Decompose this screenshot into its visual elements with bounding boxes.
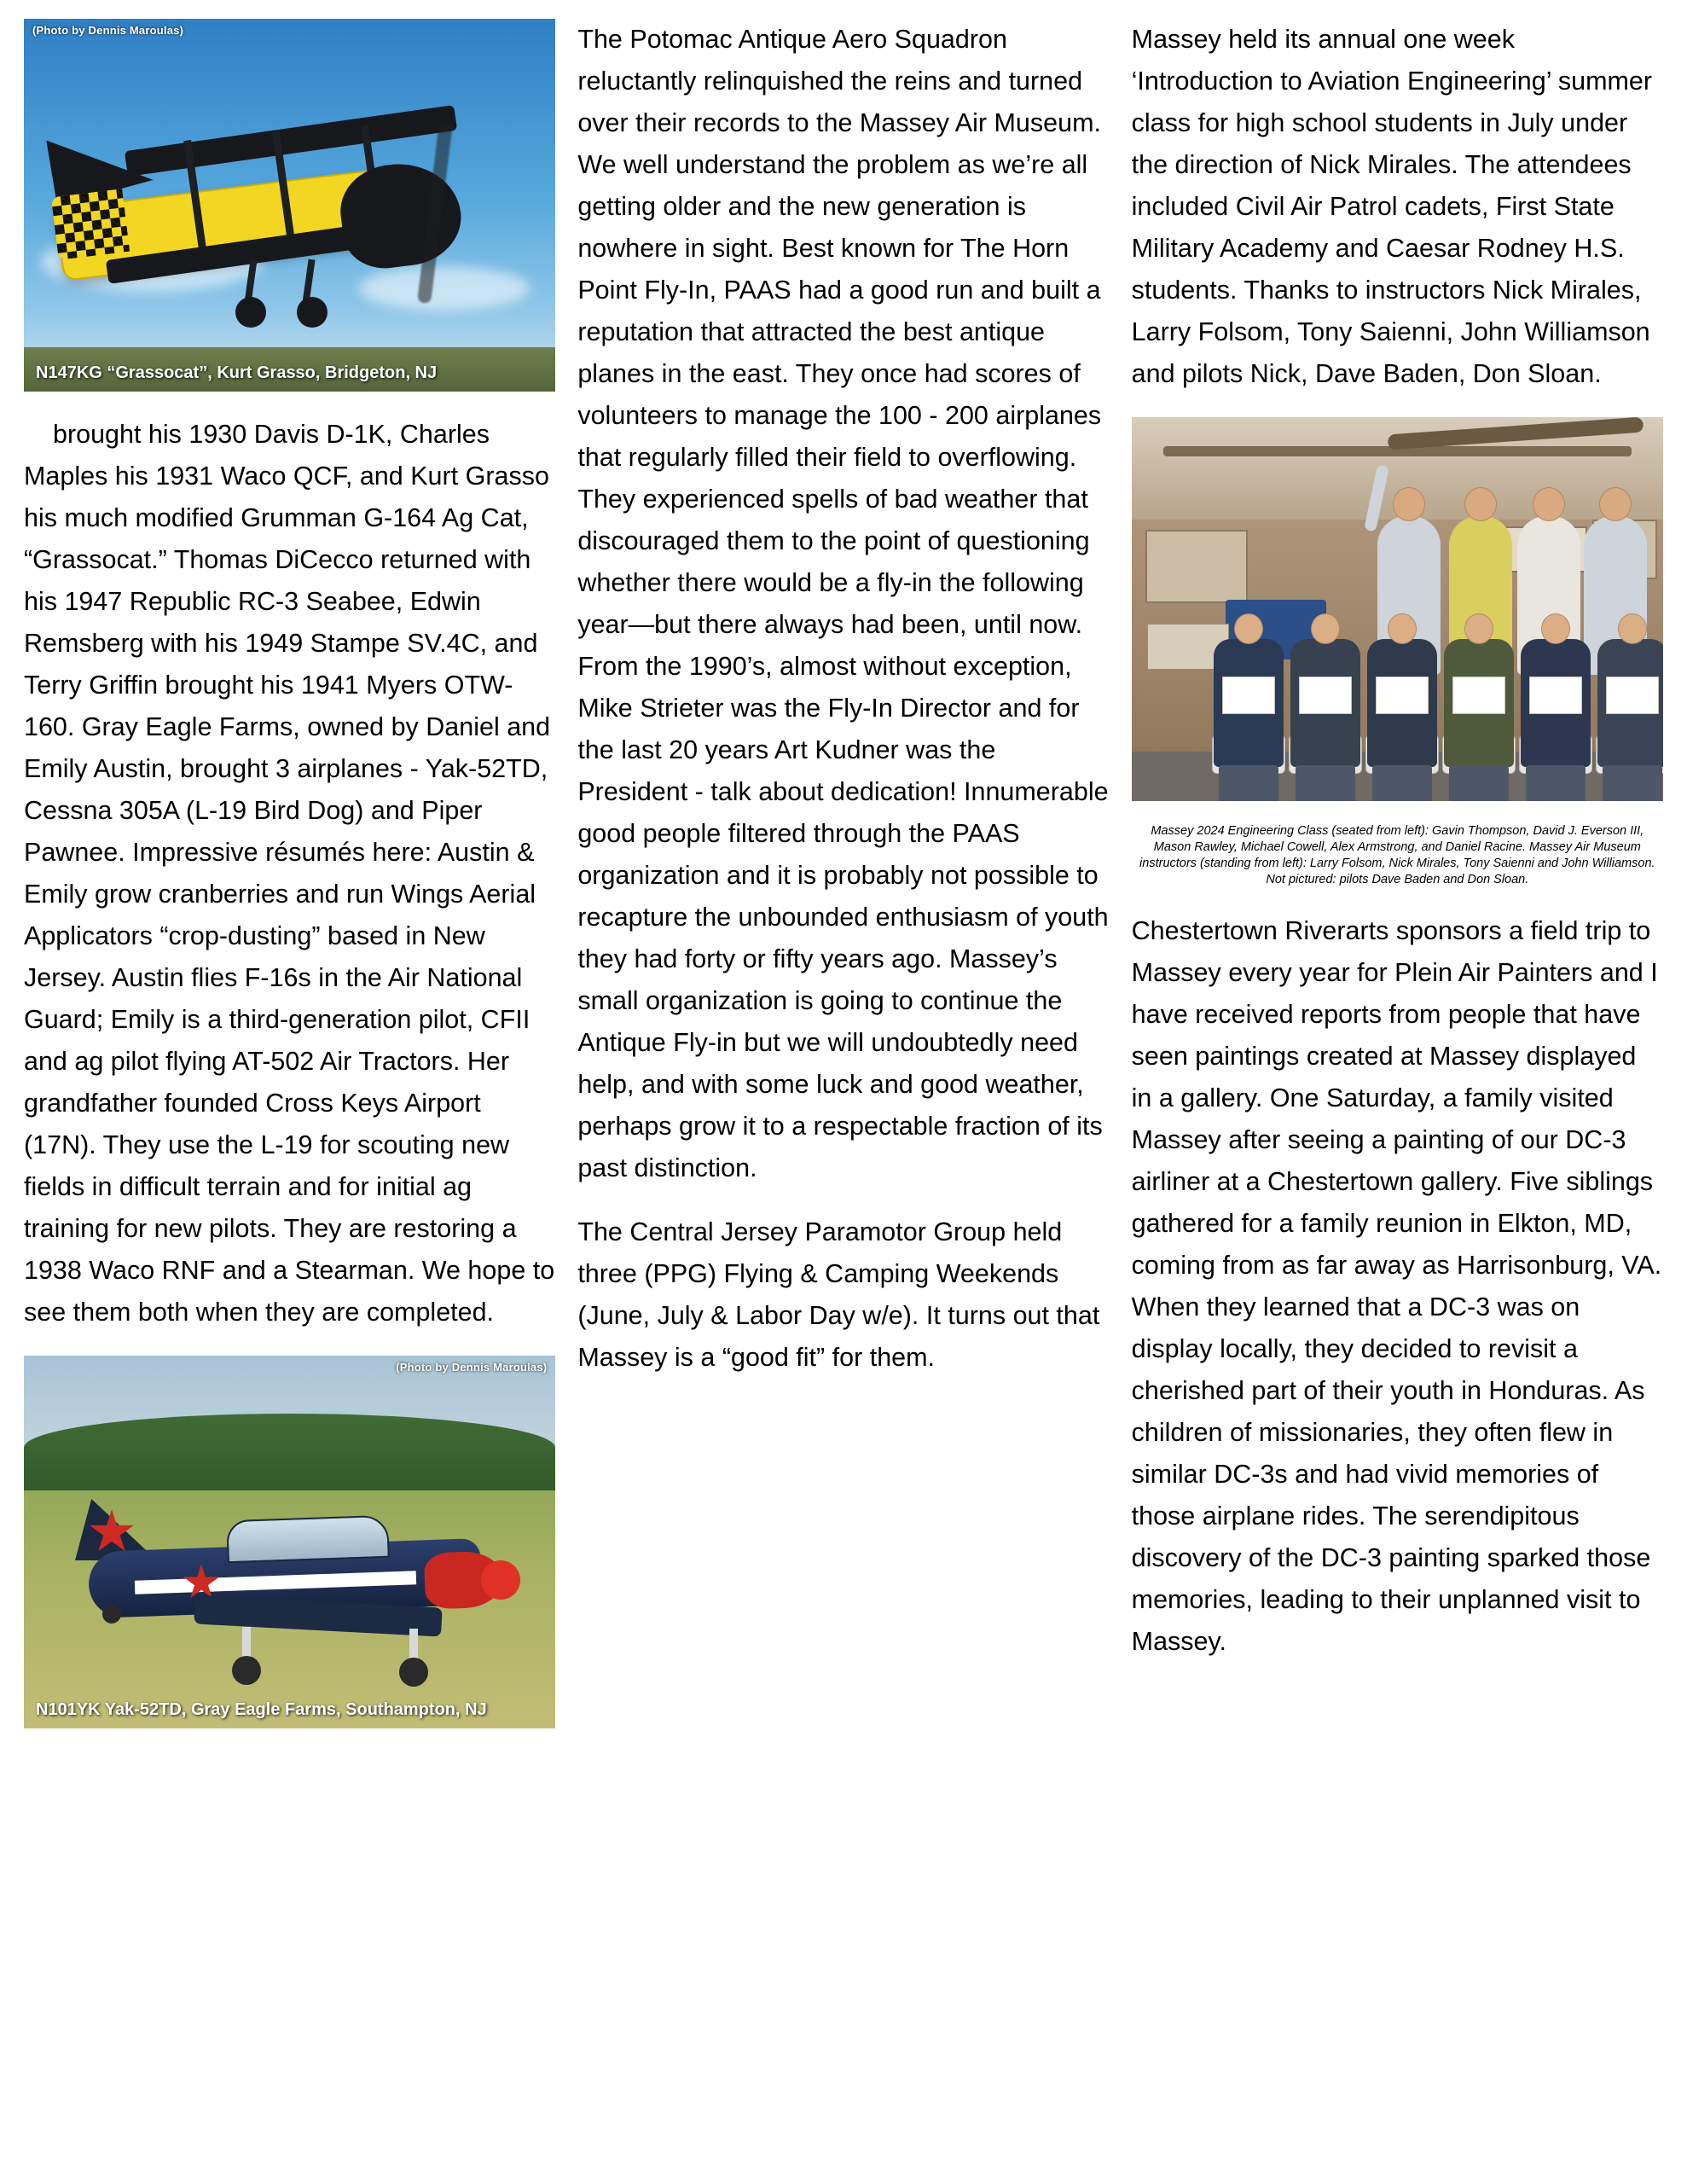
head-shape xyxy=(1393,487,1425,521)
certificate-shape xyxy=(1376,677,1429,714)
treeline-shape xyxy=(24,1414,555,1492)
legs-shape xyxy=(1219,765,1278,801)
spinner-shape xyxy=(481,1560,520,1600)
head-shape xyxy=(1541,613,1570,644)
head-shape xyxy=(1533,487,1565,521)
legs-shape xyxy=(1449,765,1509,801)
canopy-shape xyxy=(226,1515,390,1564)
head-shape xyxy=(1234,613,1263,644)
wheel-shape xyxy=(232,1656,261,1685)
student-figure xyxy=(1521,639,1591,767)
wheel-shape xyxy=(399,1658,428,1687)
head-shape xyxy=(1388,613,1417,644)
student-figure xyxy=(1367,639,1437,767)
tail-wheel-shape xyxy=(102,1605,121,1623)
column-center xyxy=(577,19,1109,2175)
student-figure xyxy=(1597,639,1663,767)
body-paragraph: The Central Jersey Paramotor Group held three (PPG) Flying & Camping Weekends (June, July & Labor Day w/e). It turns out that Massey is a “good fit” for them. xyxy=(577,1217,1100,1372)
certificate-shape xyxy=(1452,677,1505,714)
certificate-shape xyxy=(1222,677,1275,714)
legs-shape xyxy=(1372,765,1432,801)
legs-shape xyxy=(1296,765,1355,801)
photo-caption: N101YK Yak-52TD, Gray Eagle Farms, Southampton, NJ xyxy=(36,1700,487,1719)
photo-yak52td-n101yk xyxy=(24,1356,555,1728)
head-shape xyxy=(1464,487,1497,521)
certificate-shape xyxy=(1299,677,1352,714)
cloud-shape xyxy=(359,266,530,311)
certificate-shape xyxy=(1606,677,1659,714)
photo-engineering-class xyxy=(1132,417,1663,801)
photo-credit: (Photo by Dennis Maroulas) xyxy=(396,1361,548,1374)
head-shape xyxy=(1599,487,1632,521)
column-right xyxy=(1132,19,1663,2175)
photo-caption: N147KG “Grassocat”, Kurt Grasso, Bridgeton, NJ xyxy=(36,363,438,382)
head-shape xyxy=(1311,613,1340,644)
head-shape xyxy=(1464,613,1493,644)
body-paragraph: Massey held its annual one week ‘Introduction to Aviation Engineering’ summer class for high school students in July under the direction of Nick Mirales. The attendees included Civil Air Patrol cadets, First State Military Academy and Caesar Rodney H.S. students. Thanks to instructors Nick Mirales, Larry Folsom, Tony Saienni, John Williamson and pilots Nick, Dave Baden, Don Sloan. xyxy=(1131,25,1652,388)
wheel-shape xyxy=(235,297,266,328)
certificate-shape xyxy=(1529,677,1582,714)
wall-display-board xyxy=(1145,530,1248,603)
student-figure xyxy=(1444,639,1514,767)
column-left xyxy=(24,19,555,2175)
body-paragraph: The Potomac Antique Aero Squadron reluctantly relinquished the reins and turned over their records to the Massey Air Museum. We well understand the problem as we’re all getting older and the new generation is nowhere in sight. Best known for The Horn Point Fly-In, PAAS had a good run and built a reputation that attracted the best antique planes in the east. They once had scores of volunteers to manage the 100 - 200 airplanes that regularly filled their field to overflowing. They experienced spells of bad weather that discouraged them to the point of questioning whether there would be a fly-in the following year—but there always had been, until now. From the 1990’s, almost without exception, Mike Strieter was the Fly-In Director and for the last 20 years Art Kudner was the President - talk about dedication! Innumerable good people filtered through the PAAS organization and it is probably not possible to recapture the unbounded enthusiasm of youth they had forty or fifty years ago. Massey’s small organization is going to continue the Antique Fly-in but we will undoubtedly need help, and with some luck and good weather, perhaps grow it to a respectable fraction of its past distinction. xyxy=(577,25,1109,1182)
student-figure xyxy=(1290,639,1360,767)
legs-shape xyxy=(1603,765,1662,801)
body-paragraph: Chestertown Riverarts sponsors a field trip to Massey every year for Plein Air Painters and I have received reports from people that have seen paintings created at Massey displayed in a gallery. One Saturday, a family visited Massey after seeing a painting of our DC-3 airliner at a Chestertown gallery. Five siblings gathered for a family reunion in Elkton, MD, coming from as far away as Harrisonburg, VA. When they learned that a DC-3 was on display locally, they decided to revisit a cherished part of their youth in Honduras. As children of missionaries, they often flew in similar DC-3s and had vivid memories of those airplane rides. The serendipitous discovery of the DC-3 painting sparked those memories, leading to their unplanned visit to Massey. xyxy=(1131,916,1662,1656)
head-shape xyxy=(1618,613,1647,644)
photo-caption-engineering-class: Massey 2024 Engineering Class (seated from left): Gavin Thompson, David J. Everson III, Mason Rawley, Michael Cowell, Alex Armstrong, and Daniel Racine. Massey Air Museum instructors (standing from left): Larry Folsom, Nick Mirales, Tony Saienni and John Williamson. Not pictured: pilots Dave Baden and Don Sloan. xyxy=(1139,824,1655,886)
body-paragraph: brought his 1930 Davis D-1K, Charles Maples his 1931 Waco QCF, and Kurt Grasso his much modified Grumman G-164 Ag Cat, “Grassocat.” Thomas DiCecco returned with his 1947 Republic RC-3 Seabee, Edwin Remsberg with his 1949 Stampe SV.4C, and Terry Griffin brought his 1941 Myers OTW-160. Gray Eagle Farms, owned by Daniel and Emily Austin, brought 3 airplanes - Yak-52TD, Cessna 305A (L-19 Bird Dog) and Piper Pawnee. Impressive résumés here: Austin & Emily grow cranberries and run Wings Aerial Applicators “crop-dusting” based in New Jersey. Austin flies F-16s in the Air National Guard; Emily is a third-generation pilot, CFII and ag pilot flying AT-502 Air Tractors. Her grandfather founded Cross Keys Airport (17N). They use the L-19 for scouting new fields in difficult terrain and for initial ag training for new pilots. They are restoring a 1938 Waco RNF and a Stearman. We hope to see them both when they are completed. xyxy=(24,420,555,1327)
checkerboard-marking xyxy=(51,189,130,260)
photo-biplane-n147kg xyxy=(24,19,555,392)
legs-shape xyxy=(1526,765,1586,801)
wheel-shape xyxy=(297,297,328,328)
student-figure xyxy=(1214,639,1284,767)
photo-credit: (Photo by Dennis Maroulas) xyxy=(32,24,184,37)
three-column-layout xyxy=(24,19,1663,2175)
